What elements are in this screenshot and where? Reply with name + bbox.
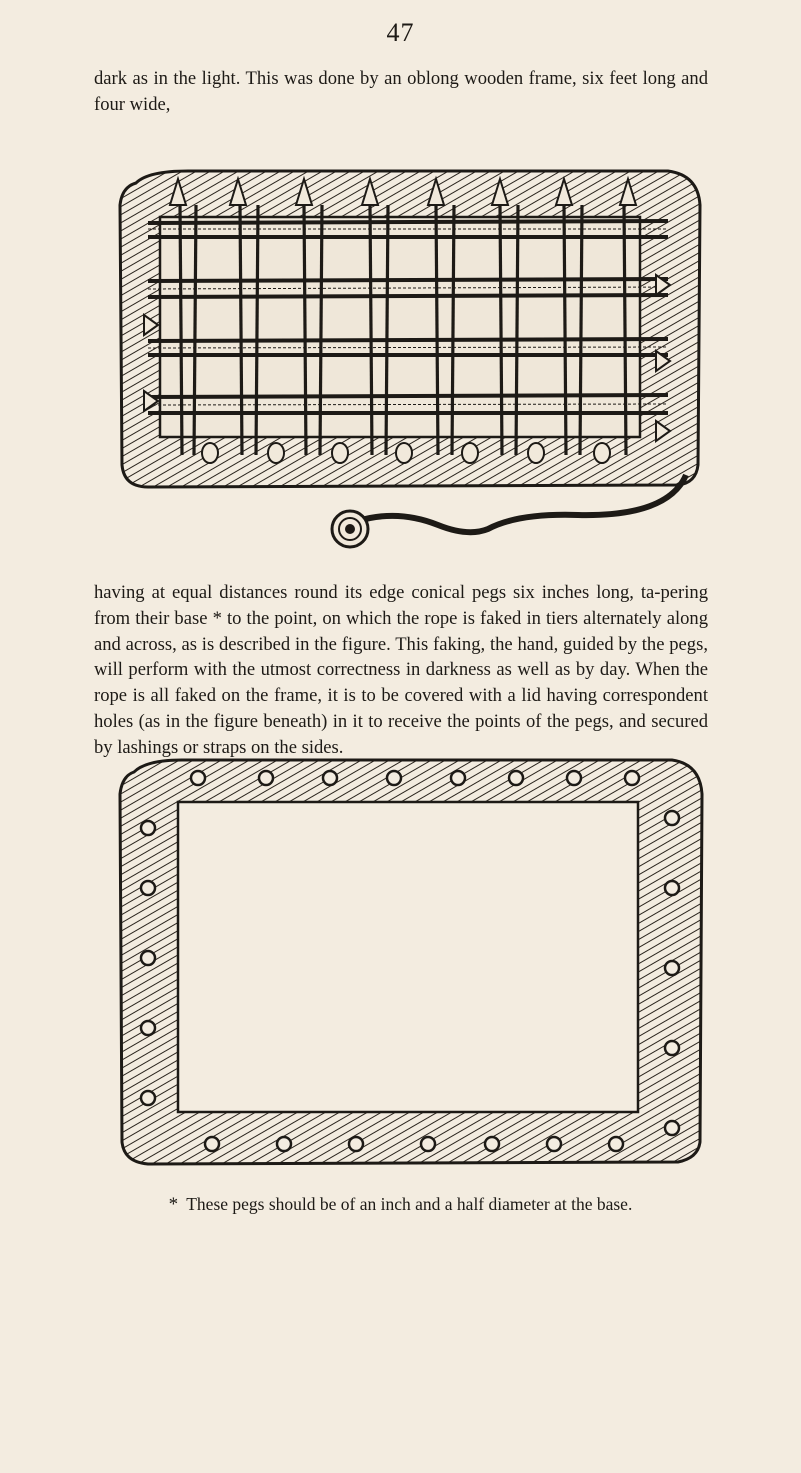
footnote bbox=[0, 1194, 801, 1216]
paragraph-intro: dark as in the light. This was done by an oblong wooden frame, six feet long and four wide, bbox=[94, 68, 708, 115]
footnote-marker: * bbox=[168, 1194, 179, 1215]
page-number: 47 bbox=[386, 18, 415, 47]
footnote-text: These pegs should be of an inch and a half diameter at the base. bbox=[186, 1194, 633, 1214]
paragraph-description: having at equal distances round its edge conical pegs six inches long, ta-pering from their base * to the point, on which the rope is faked in tiers alternately along and across, as is described in the figure. This faking, the hand, guided by the pegs, will perform with the utmost correctness in darkness as well as by day. When the rope is all faked on the frame, it is to be covered with a lid having correspondent holes (as in the figure beneath) in it to receive the points of the pegs, and secured by lashings or straps on the sides. bbox=[94, 582, 708, 758]
rope-frame-engraving-icon bbox=[108, 165, 708, 565]
lid-holes-engraving-icon bbox=[112, 758, 708, 1170]
